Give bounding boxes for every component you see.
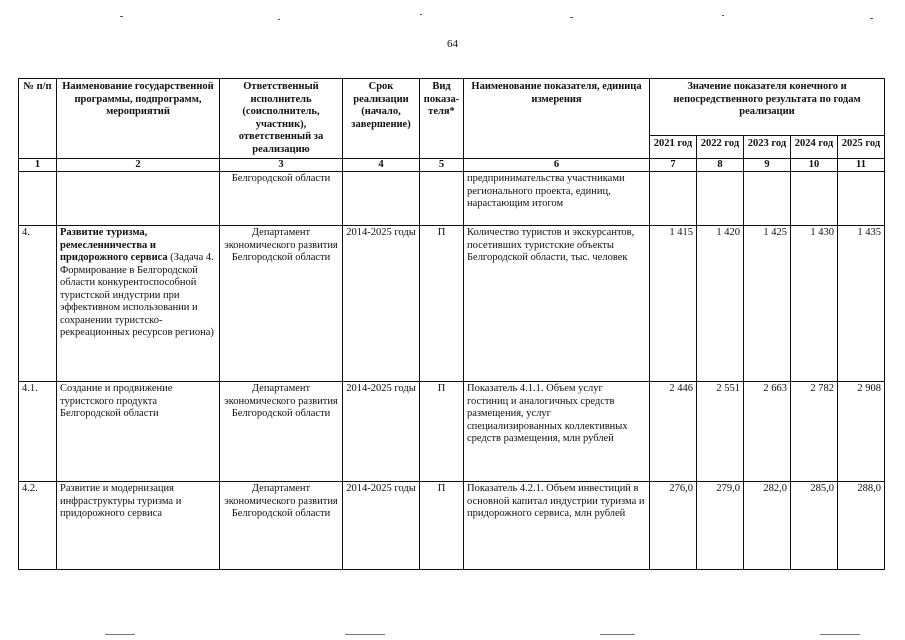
row-value: 288,0 (838, 482, 885, 570)
row-responsible: Белгородской области (220, 172, 343, 226)
column-number: 11 (838, 159, 885, 172)
row-value: 1 425 (744, 226, 791, 382)
row-name-task: (Задача 4. Формирование в Белгородской области конкурентоспособной туристской индустрии при эффективном использовании и сохранении туристско-рекреационных ресурсов региона) (60, 252, 214, 338)
row-name: Развитие и модернизация инфраструктуры туризма и придорожного сервиса (57, 482, 220, 570)
row-value: 2 663 (744, 382, 791, 482)
row-indicator: Показатель 4.2.1. Объем инвестиций в основной капитал индустрии туризма и придорожного сервиса, млн рублей (464, 482, 650, 570)
row-value: 2 908 (838, 382, 885, 482)
table-row (19, 172, 885, 226)
header-year: 2024 год (791, 135, 838, 158)
row-value: 279,0 (697, 482, 744, 570)
column-number: 9 (744, 159, 791, 172)
row-indicator: Количество туристов и экскурсантов, посетивших туристские объекты Белгородской области, тыс. человек (464, 226, 650, 382)
header-indicator-name: Наименование показателя, единица измерения (464, 79, 650, 159)
column-number: 2 (57, 159, 220, 172)
row-responsible: Департамент экономического развития Белгородской области (220, 382, 343, 482)
row-indicator: предпринимательства участниками регионального проекта, единиц, нарастающим итогом (464, 172, 650, 226)
row-term: 2014-2025 годы (343, 382, 420, 482)
table-row (19, 482, 885, 570)
row-number: 4. (19, 226, 57, 382)
row-term: 2014-2025 годы (343, 482, 420, 570)
row-name (57, 226, 220, 382)
column-number: 10 (791, 159, 838, 172)
row-name: Создание и продвижение туристского продукта Белгородской области (57, 382, 220, 482)
row-value: 1 415 (650, 226, 697, 382)
row-value: 1 430 (791, 226, 838, 382)
row-value: 2 551 (697, 382, 744, 482)
header-program-name: Наименование государственной программы, подпрограмм, мероприятий (57, 79, 220, 159)
header-year: 2025 год (838, 135, 885, 158)
row-value: 282,0 (744, 482, 791, 570)
row-number: 4.2. (19, 482, 57, 570)
row-indicator: Показатель 4.1.1. Объем услуг гостиниц и аналогичных средств размещения, услуг специализированных коллективных средств размещения, млн рублей (464, 382, 650, 482)
row-value (697, 172, 744, 226)
table-row (19, 382, 885, 482)
header-year: 2021 год (650, 135, 697, 158)
row-responsible: Департамент экономического развития Белгородской области (220, 482, 343, 570)
row-term: 2014-2025 годы (343, 226, 420, 382)
row-value (744, 172, 791, 226)
header-row-1 (19, 79, 885, 136)
column-number: 7 (650, 159, 697, 172)
row-term (343, 172, 420, 226)
row-number (19, 172, 57, 226)
row-value: 1 420 (697, 226, 744, 382)
header-values-group: Значение показателя конечного и непосредственного результата по годам реализации (650, 79, 885, 136)
header-term: Срок реализации (начало, завершение) (343, 79, 420, 159)
header-year: 2023 год (744, 135, 791, 158)
column-number: 4 (343, 159, 420, 172)
page-number: 64 (447, 38, 458, 50)
header-year: 2022 год (697, 135, 744, 158)
row-value: 285,0 (791, 482, 838, 570)
column-number: 6 (464, 159, 650, 172)
table-row (19, 226, 885, 382)
header-indicator-type: Вид показа-теля* (420, 79, 464, 159)
column-number: 5 (420, 159, 464, 172)
column-number: 1 (19, 159, 57, 172)
column-number: 3 (220, 159, 343, 172)
row-responsible: Департамент экономического развития Белгородской области (220, 226, 343, 382)
header-responsible: Ответственный исполнитель (соисполнитель, участник), ответственный за реализацию (220, 79, 343, 159)
row-name-bold: Развитие туризма, ремесленничества и придорожного сервиса (60, 227, 168, 263)
row-name (57, 172, 220, 226)
row-number: 4.1. (19, 382, 57, 482)
indicators-table (18, 78, 885, 570)
row-value: 2 782 (791, 382, 838, 482)
row-type: П (420, 482, 464, 570)
row-type (420, 172, 464, 226)
row-value (791, 172, 838, 226)
column-numbers-row (19, 159, 885, 172)
row-value: 2 446 (650, 382, 697, 482)
header-number: № п/п (19, 79, 57, 159)
row-type: П (420, 226, 464, 382)
row-value: 1 435 (838, 226, 885, 382)
row-value (838, 172, 885, 226)
row-value: 276,0 (650, 482, 697, 570)
row-type: П (420, 382, 464, 482)
row-value (650, 172, 697, 226)
column-number: 8 (697, 159, 744, 172)
